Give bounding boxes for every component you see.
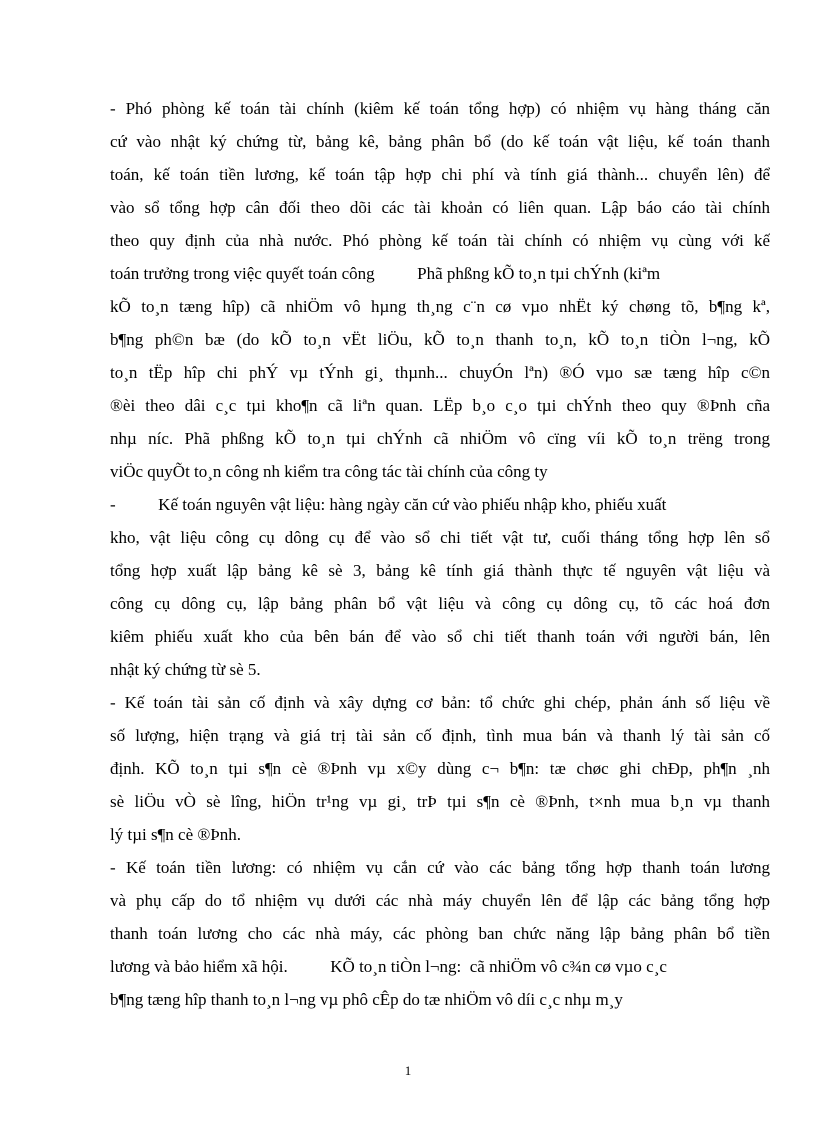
text-line: kho, vật liệu công cụ dông cụ để vào sổ chi tiết vật tư, cuối tháng tổng hợp lên sổ	[110, 528, 770, 547]
text-line: ®èi theo dâi c¸c tµi kho¶n cã liªn quan. LËp b¸o c¸o tµi chÝnh theo quy ®Þnh cña	[110, 396, 770, 415]
text-line: theo quy định của nhà nước. Phó phòng kế toán tài chính có nhiệm vụ cùng với kế	[110, 231, 770, 250]
text-line: lý tµi s¶n cè ®Þnh.	[110, 825, 241, 844]
text-line: - Kế toán nguyên vật liệu: hàng ngày căn cứ vào phiếu nhập kho, phiếu xuất	[110, 495, 667, 514]
text-line: - Kế toán tài sản cố định và xây dựng cơ bản: tổ chức ghi chép, phản ánh số liệu về	[110, 693, 770, 712]
text-line: định. KÕ to¸n tµi s¶n cè ®Þnh vµ x©y dùng c¬ b¶n: tæ chøc ghi chÐp, ph¶n ¸nh	[110, 759, 770, 778]
text-line: vào sổ tổng hợp cân đối theo dõi các tài khoản có liên quan. Lập báo cáo tài chính	[110, 198, 770, 217]
text-line: thanh toán lương cho các nhà máy, các phòng ban chức năng lập bảng phân bổ tiền	[110, 924, 770, 943]
text-line: và phụ cấp do tổ nhiệm vụ dưới các nhà máy chuyển lên để lập các bảng tổng hợp	[110, 891, 770, 910]
text-line: công cụ dông cụ, lập bảng phân bổ vật liệu và công cụ dông cụ, tõ các hoá đơn	[110, 594, 770, 613]
text-line: số lượng, hiện trạng và giá trị tài sản cố định, tình mua bán và thanh lý tài sản cố	[110, 726, 770, 745]
text-line: cứ vào nhật ký chứng từ, bảng kê, bảng phân bổ (do kế toán vật liệu, kế toán thanh	[110, 132, 770, 151]
text-line: sè liÖu vÒ sè lîng, hiÖn tr¹ng vµ gi¸ trÞ tµi s¶n cè ®Þnh, t×nh mua b¸n vµ thanh	[110, 792, 770, 811]
text-line: toán, kế toán tiền lương, kế toán tập hợp chi phí và tính giá thành... chuyển lên) để	[110, 165, 770, 184]
text-line: lương và bảo hiểm xã hội. KÕ to¸n tiÒn l¬ng: cã nhiÖm vô c¾n cø vµo c¸c	[110, 957, 667, 976]
text-line: - Kế toán tiền lương: có nhiệm vụ cắn cứ vào các bảng tổng hợp thanh toán lương	[110, 858, 770, 877]
text-line: - Phó phòng kế toán tài chính (kiêm kế toán tổng hợp) có nhiệm vụ hàng tháng căn	[110, 99, 770, 118]
text-line: viÖc quyÕt to¸n công nh kiểm tra công tác tài chính của công ty	[110, 462, 548, 481]
text-line: nhµ níc. Phã phßng kÕ to¸n tµi chÝnh cã nhiÖm vô cïng víi kÕ to¸n trëng trong	[110, 429, 770, 448]
text-line: nhật ký chứng từ sè 5.	[110, 660, 261, 679]
page-number: 1	[404, 1063, 412, 1078]
text-line: b¶ng ph©n bæ (do kÕ to¸n vËt liÖu, kÕ to¸n thanh to¸n, kÕ to¸n tiÒn l¬ng, kÕ	[110, 330, 770, 349]
text-line: kÕ to¸n tæng hîp) cã nhiÖm vô hµng th¸ng c¨n cø vµo nhËt ký chøng tõ, b¶ng kª,	[110, 297, 770, 316]
text-line: tổng hợp xuất lập bảng kê sè 3, bảng kê tính giá thành thực tế nguyên vật liệu và	[110, 561, 770, 580]
text-line: kiêm phiếu xuất kho của bên bán để vào sổ chi tiết thanh toán với người bán, lên	[110, 627, 770, 646]
text-line: to¸n tËp hîp chi phÝ vµ tÝnh gi¸ thµnh... chuyÓn lªn) ®Ó vµo sæ tæng hîp c©n	[110, 363, 770, 382]
text-line: toán trưởng trong việc quyết toán công Phã phßng kÕ to¸n tµi chÝnh (kiªm	[110, 264, 661, 283]
text-line: b¶ng tæng hîp thanh to¸n l¬ng vµ phô cÊp do tæ nhiÖm vô díi c¸c nhµ m¸y	[110, 990, 623, 1009]
